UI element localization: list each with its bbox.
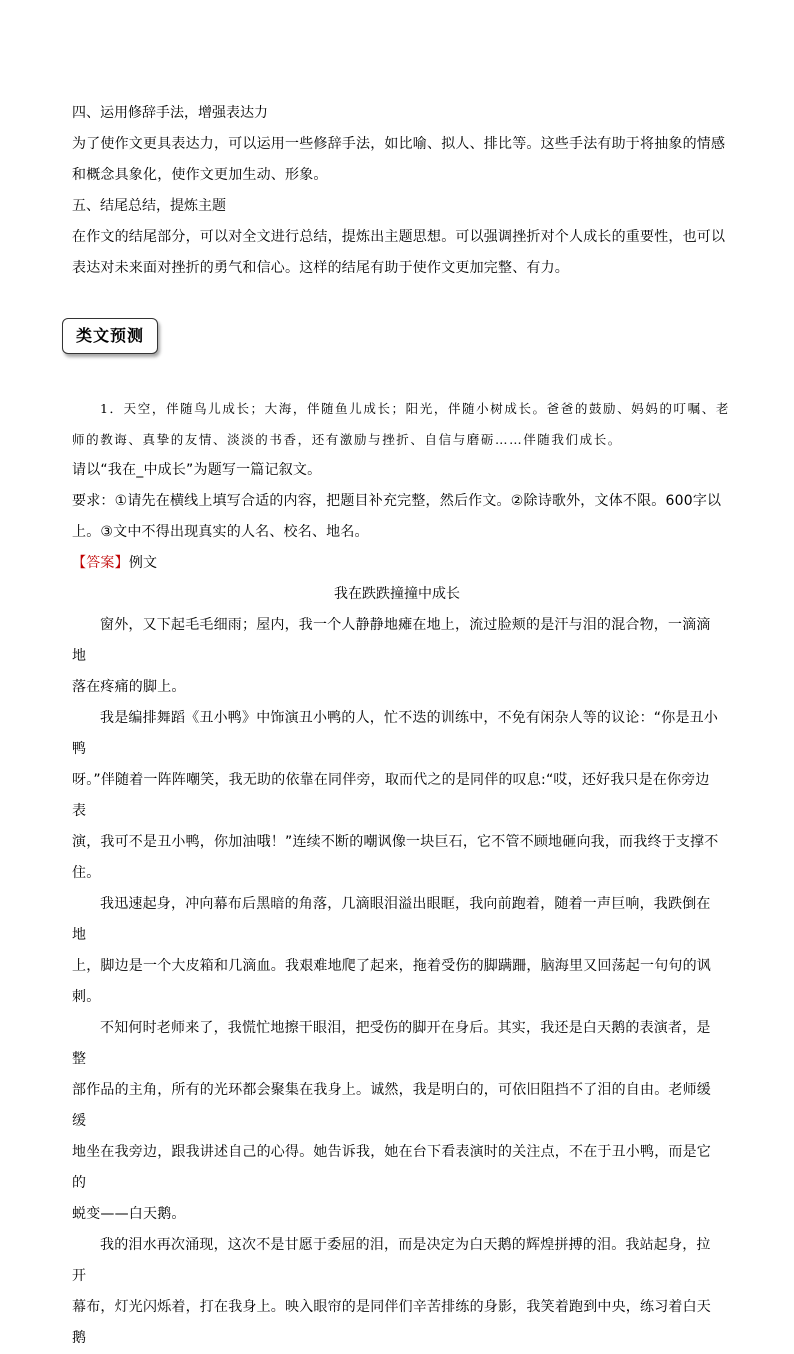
guidance-sections [72,98,726,284]
requirements-line1: 要求：①请先在横线上填写合适的内容，把题目补充完整，然后作文。②除诗歌外，文体不限。600字以 [72,493,722,509]
section4-heading: 四、运用修辞手法，增强表达力 [72,105,268,121]
prompt-block [72,393,730,1354]
requirements-line2: 上。③文中不得出现真实的人名、校名、地名。 [72,524,369,540]
essay-p4-line4: 蜕变——白天鹅。 [72,1206,186,1222]
essay-p1-line1: 窗外，又下起毛毛细雨；屋内，我一个人静静地瘫在地上，流过脸颊的是汗与泪的混合物，一滴滴地 [72,617,711,664]
essay-p2-line3: 演，我可不是丑小鸭，你加油哦！”连续不断的嘲讽像一块巨石，它不管不顾地砸向我，而我终于支撑不住。 [72,834,719,881]
essay-p3-line1: 我迅速起身，冲向幕布后黑暗的角落，几滴眼泪溢出眼眶，我向前跑着，随着一声巨响，我跌倒在地 [72,896,711,943]
essay-p2-line2: 呀。”伴随着一阵阵嘲笑，我无助的依靠在同伴旁，取而代之的是同伴的叹息:“哎，还好我只是在你旁边表 [72,772,710,819]
section4-body-line1: 为了使作文更具表达力，可以运用一些修辞手法，如比喻、拟人、排比等。这些手法有助于将抽象的情感 [72,136,726,152]
essay-p2-line1: 我是编排舞蹈《丑小鸭》中饰演丑小鸭的人，忙不迭的训练中，不免有闲杂人等的议论：“你是丑小鸭 [72,710,719,757]
section-tag-badge: 类文预测 [62,318,158,354]
section5-body-line1: 在作文的结尾部分，可以对全文进行总结，提炼出主题思想。可以强调挫折对个人成长的重要性，也可以 [72,229,726,245]
essay-p4-line1: 不知何时老师来了，我慌忙地擦干眼泪，把受伤的脚开在身后。其实，我还是白天鹅的表演者，是整 [72,1020,711,1067]
essay-p1-line2: 落在疼痛的脚上。 [72,679,186,695]
prompt-instruction: 请以“我在_中成长”为题写一篇记叙文。 [72,462,322,478]
prompt-line2: 师的教诲、真挚的友情、淡淡的书香，还有激励与挫折、自信与磨砺……伴随我们成长。 [72,432,622,447]
prompt-line1: 1．天空，伴随鸟儿成长；大海，伴随鱼儿成长；阳光，伴随小树成长。爸爸的鼓励、妈妈的叮嘱、老 [100,401,730,416]
essay-p3-line2: 上，脚边是一个大皮箱和几滴血。我艰难地爬了起来，拖着受伤的脚蹒跚，脑海里又回荡起一句句的讽刺。 [72,958,711,1005]
essay-p5-line2: 幕布，灯光闪烁着，打在我身上。映入眼帘的是同伴们辛苦排练的身影，我笑着跑到中央，练习着白天鹅 [72,1299,711,1346]
essay-p5-line1: 我的泪水再次涌现，这次不是甘愿于委屈的泪，而是决定为白天鹅的辉煌拼搏的泪。我站起身，拉开 [72,1237,711,1284]
section5-body-line2: 表达对未来面对挫折的勇气和信心。这样的结尾有助于使作文更加完整、有力。 [72,260,569,276]
essay-p4-line3: 地坐在我旁边，跟我讲述自己的心得。她告诉我，她在台下看表演时的关注点，不在于丑小鸭，而是它的 [72,1144,711,1191]
section5-heading: 五、结尾总结，提炼主题 [72,198,226,214]
answer-label-suffix: 例文 [128,555,158,571]
essay-title: 我在跌跌撞撞中成长 [334,586,460,602]
answer-label-line [72,548,722,579]
section4-body-line2: 和概念具象化，使作文更加生动、形象。 [72,167,328,183]
answer-label: 【答案】 [72,555,129,571]
essay-p4-line2: 部作品的主角，所有的光环都会聚集在我身上。诚然，我是明白的，可依旧阻挡不了泪的自由。老师缓缓 [72,1082,711,1129]
